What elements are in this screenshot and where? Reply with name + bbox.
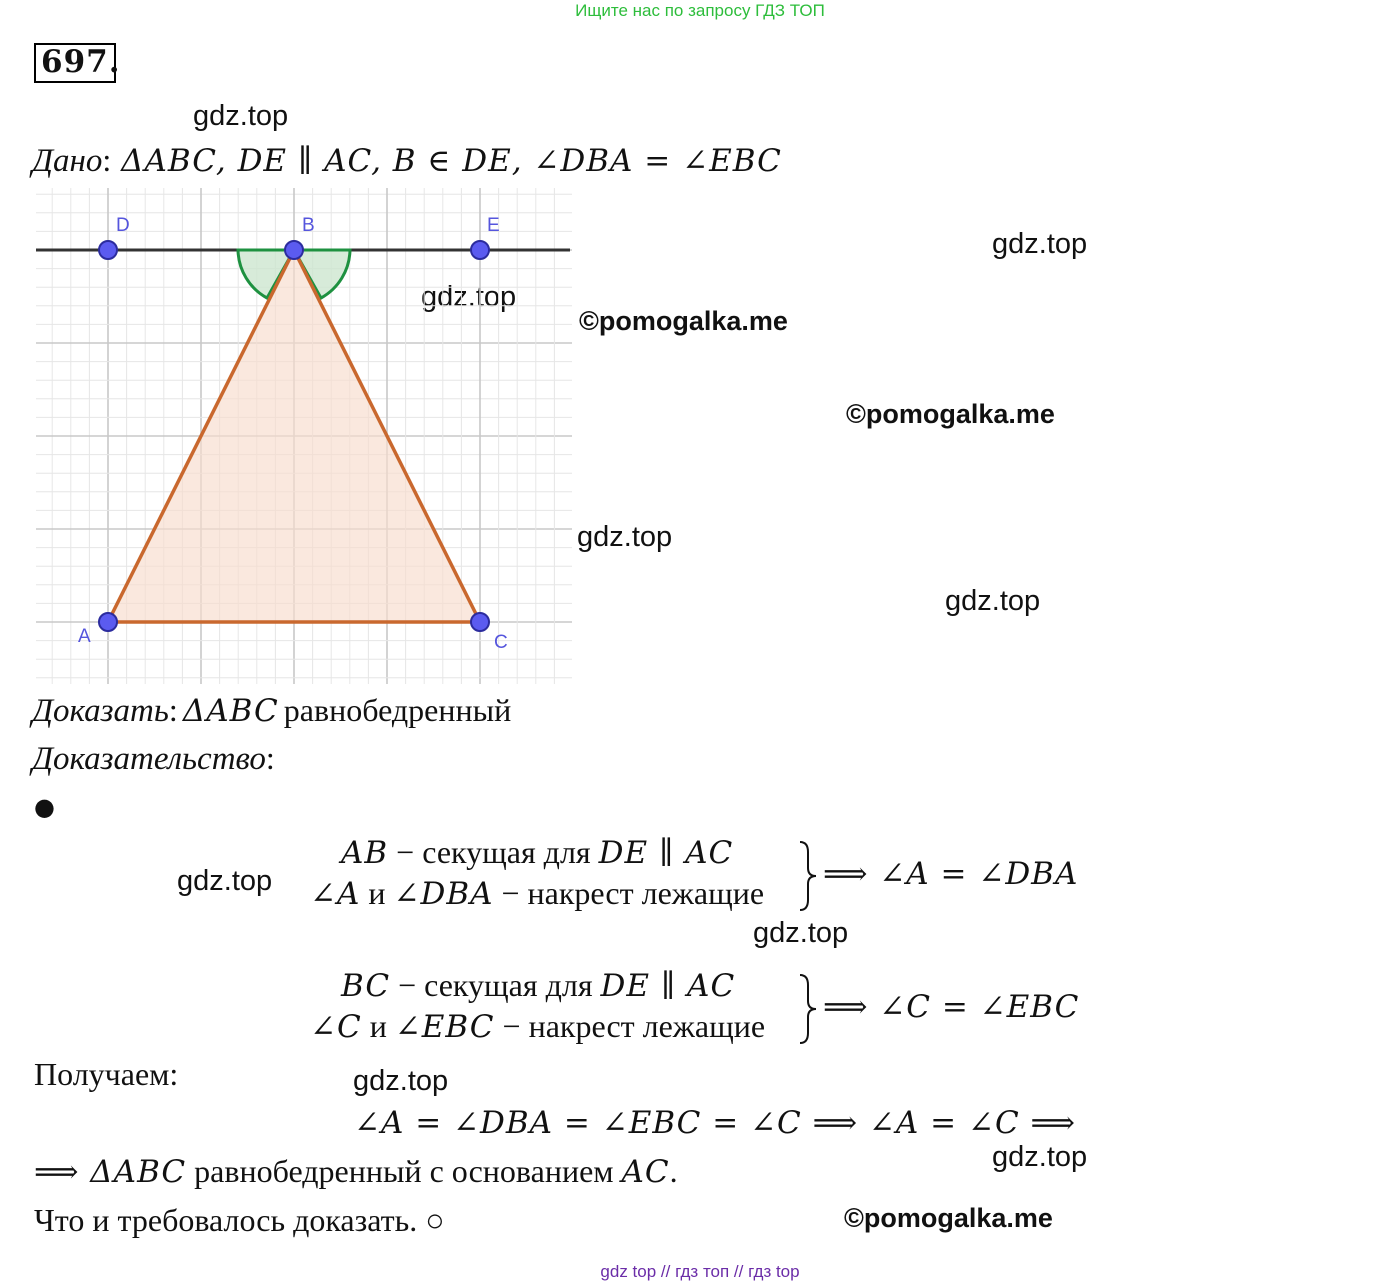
block1-line2: [310, 875, 764, 912]
watermark-gdz: gdz.top: [992, 1141, 1088, 1173]
block1-alternate: − накрест лежащие: [493, 875, 765, 911]
watermark-gdz: gdz.top: [945, 585, 1041, 617]
label-e: E: [487, 215, 500, 236]
given-label: Дано: [32, 143, 103, 179]
watermark-gdz: gdz.top: [753, 917, 849, 949]
block1-text: − секущая для: [388, 834, 599, 870]
given-line: [32, 142, 782, 180]
point-a: [99, 613, 117, 631]
watermark-pomogalka: ©pomogalka.me: [844, 1203, 1053, 1233]
watermark-gdz: gdz.top: [177, 865, 273, 897]
prove-line: [32, 692, 511, 730]
watermark-pomogalka: ©pomogalka.me: [579, 306, 788, 336]
block2-alternate: − накрест лежащие: [494, 1008, 766, 1044]
block2-result: ⟹ ∠C = ∠EBC: [823, 989, 1080, 1025]
block2-text: − секущая для: [390, 967, 601, 1003]
given-colon: :: [102, 142, 112, 178]
label-a: A: [78, 626, 91, 647]
block2-parallel: DE ∥ AC: [600, 968, 736, 1004]
qed-line: Что и требовалось доказать. ○: [34, 1202, 445, 1238]
conclusion-triangle: ΔABC: [90, 1154, 187, 1190]
prove-colon: :: [168, 692, 178, 728]
point-c: [471, 613, 489, 631]
block1-angle-a: ∠A: [310, 876, 361, 912]
block1-line1: [341, 834, 733, 871]
block2-line1: [341, 967, 735, 1004]
proof-colon: :: [265, 740, 275, 776]
watermark-gdz: gdz.top: [193, 100, 289, 132]
triangle-figure: [36, 188, 572, 684]
block2-segment: BC: [341, 968, 391, 1004]
point-e: [471, 241, 489, 259]
watermark-gdz: gdz.top: [421, 281, 517, 313]
given-statement: ΔABC, DE ∥ AC, B ∈ DE, ∠DBA = ∠EBC: [121, 143, 782, 179]
proof-label: Доказательство: [32, 741, 266, 777]
prove-triangle: ΔABC: [182, 693, 279, 729]
watermark-gdz: gdz.top: [577, 521, 673, 553]
conclusion-base: AC: [621, 1154, 670, 1190]
point-d: [99, 241, 117, 259]
label-d: D: [116, 215, 130, 236]
block1-and: и: [360, 875, 394, 911]
equality-chain: ∠A = ∠DBA = ∠EBC = ∠C ⟹ ∠A = ∠C ⟹: [354, 1105, 1076, 1141]
block2-brace: [797, 973, 819, 1045]
watermark-pomogalka: ©pomogalka.me: [846, 399, 1055, 429]
label-b: B: [302, 215, 315, 236]
block1-angle-dba: ∠DBA: [393, 876, 494, 912]
watermark-gdz: gdz.top: [992, 228, 1088, 260]
proof-heading: [32, 740, 275, 778]
point-b: [285, 241, 303, 259]
block1-brace: [797, 840, 819, 912]
prove-label: Доказать: [32, 693, 169, 729]
footer-links[interactable]: gdz top // гдз топ // гдз top: [600, 1262, 800, 1281]
prove-statement: равнобедренный: [283, 692, 512, 728]
obtain-label: Получаем:: [34, 1056, 179, 1092]
bullet: ●: [34, 793, 55, 821]
top-search-hint[interactable]: Ищите нас по запросу ГДЗ ТОП: [575, 1, 825, 20]
conclusion-arrow: ⟹: [34, 1154, 91, 1190]
block2-angle-c: ∠C: [310, 1009, 362, 1045]
block1-parallel: DE ∥ AC: [598, 835, 734, 871]
block2-angle-ebc: ∠EBC: [394, 1009, 495, 1045]
conclusion-line: [34, 1153, 678, 1190]
conclusion-period: .: [669, 1153, 678, 1189]
block1-result: ⟹ ∠A = ∠DBA: [823, 856, 1079, 892]
problem-number: 697.: [41, 44, 121, 80]
watermark-gdz: gdz.top: [353, 1065, 449, 1097]
block2-and: и: [361, 1008, 395, 1044]
conclusion-text: равнобедренный с основанием: [186, 1153, 622, 1189]
block1-segment: AB: [341, 835, 389, 871]
block2-line2: [310, 1008, 765, 1045]
label-c: C: [494, 632, 508, 653]
